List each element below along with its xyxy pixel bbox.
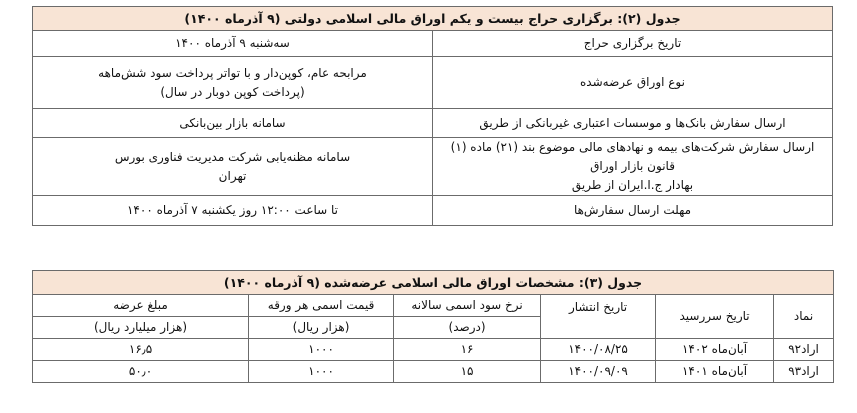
cell-rate: ۱۵ [394, 361, 541, 383]
bank-order-value: سامانه بازار بین‌بانکی [33, 109, 433, 138]
header-rate: نرخ سود اسمی سالانه [394, 295, 541, 317]
auction-info-table [32, 6, 833, 226]
header-symbol: نماد [774, 295, 834, 339]
header-issue-date: تاریخ انتشار [541, 295, 656, 339]
header-face-unit: (هزار ریال) [249, 317, 394, 339]
cell-face: ۱۰۰۰ [249, 339, 394, 361]
auction-date-value: سه‌شنبه ۹ آذرماه ۱۴۰۰ [33, 31, 433, 57]
table-row [33, 339, 834, 361]
bond-specs-title: جدول (۳): مشخصات اوراق مالی اسلامی عرضه‌شده (۹ آذرماه ۱۴۰۰) [33, 271, 834, 295]
cell-amount: ۱۶٫۵ [33, 339, 249, 361]
header-rate-unit: (درصد) [394, 317, 541, 339]
auction-date-label: تاریخ برگزاری حراج [433, 31, 833, 57]
insurance-order-value-line: تهران [218, 168, 247, 183]
order-deadline-value: تا ساعت ۱۲:۰۰ روز یکشنبه ۷ آذرماه ۱۴۰۰ [33, 196, 433, 226]
insurance-order-value [33, 138, 433, 196]
cell-symbol: اراد۹۲ [774, 339, 834, 361]
cell-issue-date: ۱۴۰۰/۰۹/۰۹ [541, 361, 656, 383]
table-row [33, 361, 834, 383]
bond-type-label: نوع اوراق عرضه‌شده [433, 57, 833, 109]
cell-maturity: آبان‌ماه ۱۴۰۲ [656, 339, 774, 361]
cell-rate: ۱۶ [394, 339, 541, 361]
header-amount: مبلغ عرضه [33, 295, 249, 317]
insurance-order-label-line: بهادار ج.ا.ایران از طریق [571, 178, 694, 192]
header-amount-unit: (هزار میلیارد ریال) [33, 317, 249, 339]
insurance-order-label-line: ارسال سفارش شرکت‌های بیمه و نهادهای مالی موضوع بند (۲۱) ماده (۱) قانون بازار اوراق [450, 140, 815, 173]
bond-type-value-line: مرابحه عام، کوپن‌دار و با تواتر پرداخت سود شش‌ماهه [98, 65, 367, 80]
bond-type-value-line: (پرداخت کوپن دوبار در سال) [160, 84, 305, 99]
header-face: قیمت اسمی هر ورقه [249, 295, 394, 317]
cell-face: ۱۰۰۰ [249, 361, 394, 383]
bank-order-label: ارسال سفارش بانک‌ها و موسسات اعتباری غیربانکی از طریق [433, 109, 833, 138]
bond-specs-table [32, 270, 834, 383]
auction-info-title: جدول (۲): برگزاری حراج بیست و یکم اوراق مالی اسلامی دولتی (۹ آذرماه ۱۴۰۰) [33, 7, 833, 31]
insurance-order-value-line: سامانه مظنه‌یابی شرکت مدیریت فناوری بورس [114, 149, 351, 164]
cell-maturity: آبان‌ماه ۱۴۰۱ [656, 361, 774, 383]
bond-type-value [33, 57, 433, 109]
header-maturity: تاریخ سررسید [656, 295, 774, 339]
cell-issue-date: ۱۴۰۰/۰۸/۲۵ [541, 339, 656, 361]
order-deadline-label: مهلت ارسال سفارش‌ها [433, 196, 833, 226]
insurance-order-label [433, 138, 833, 196]
cell-symbol: اراد۹۳ [774, 361, 834, 383]
cell-amount: ۵۰٫۰ [33, 361, 249, 383]
